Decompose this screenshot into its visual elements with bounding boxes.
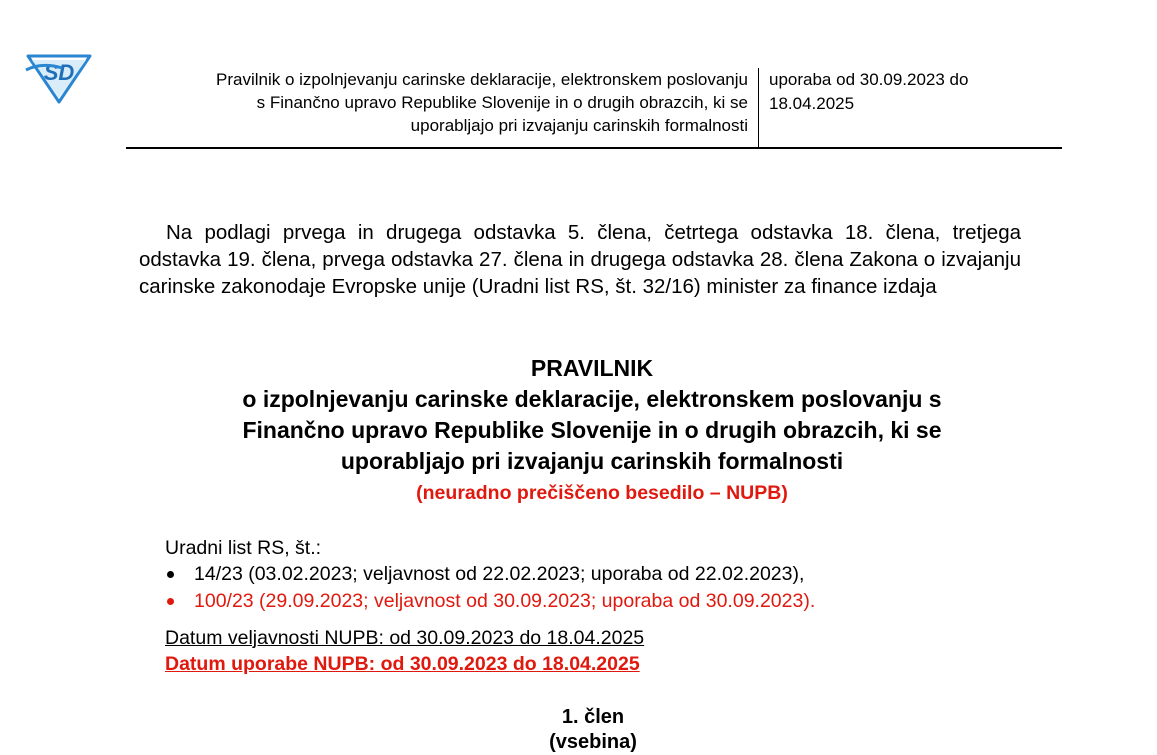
header-separator — [758, 68, 759, 147]
gazette-label: Uradni list RS, št.: — [165, 537, 322, 559]
header-usage-line: uporaba od 30.09.2023 do — [769, 70, 969, 89]
header-rule — [126, 147, 1062, 149]
article-subtitle: (vsebina) — [549, 731, 637, 753]
document-title — [139, 353, 1045, 477]
intro-paragraph — [139, 219, 1021, 300]
use-date: Datum uporabe NUPB: od 30.09.2023 do 18.04.2025 — [165, 653, 640, 675]
header-document-title — [128, 68, 748, 137]
intro-text: Na podlagi prvega in drugega odstavka 5. člena, četrtega odstavka 18. člena, tretjega odstavka 19. člena, prvega odstavka 27. člena in drugega odstavka 28. člena Zakona o izvajanju carinske zakonodaje Evropske unije (Uradni list RS, št. 32/16) minister za finance izdaja — [139, 221, 1021, 298]
svg-text:SD: SD — [43, 60, 75, 85]
gazette-entry-text: 100/23 (29.09.2023; veljavnost od 30.09.2023; uporaba od 30.09.2023). — [194, 590, 816, 612]
bullet-icon — [167, 598, 174, 605]
article-heading — [380, 705, 806, 755]
title-subtitle: (neuradno prečiščeno besedilo – NUPB) — [416, 482, 788, 504]
validity-date: Datum veljavnosti NUPB: od 30.09.2023 do 18.04.2025 — [165, 627, 645, 649]
article-number: 1. člen — [561, 706, 625, 728]
bullet-icon — [167, 571, 174, 578]
fu-logo-icon — [22, 48, 96, 104]
header-title-line: s Finančno upravo Republike Slovenije in o drugih obrazcih, ki se — [256, 93, 748, 112]
title-line: uporabljajo pri izvajanju carinskih formalnosti — [340, 448, 844, 474]
gazette-entry — [165, 588, 815, 615]
header-title-line: uporabljajo pri izvajanju carinskih formalnosti — [410, 116, 748, 135]
title-heading: PRAVILNIK — [530, 355, 654, 381]
header-title-line: Pravilnik o izpolnjevanju carinske deklaracije, elektronskem poslovanju — [216, 70, 748, 89]
gazette-entry — [165, 561, 815, 588]
gazette-entry-text: 14/23 (03.02.2023; veljavnost od 22.02.2023; uporaba od 22.02.2023), — [194, 563, 805, 585]
header-usage-line: 18.04.2025 — [769, 94, 855, 113]
gazette-list — [165, 561, 815, 615]
header-usage-period — [769, 68, 1029, 116]
title-line: o izpolnjevanju carinske deklaracije, elektronskem poslovanju s — [242, 386, 942, 412]
title-line: Finančno upravo Republike Slovenije in o drugih obrazcih, ki se — [242, 417, 942, 443]
